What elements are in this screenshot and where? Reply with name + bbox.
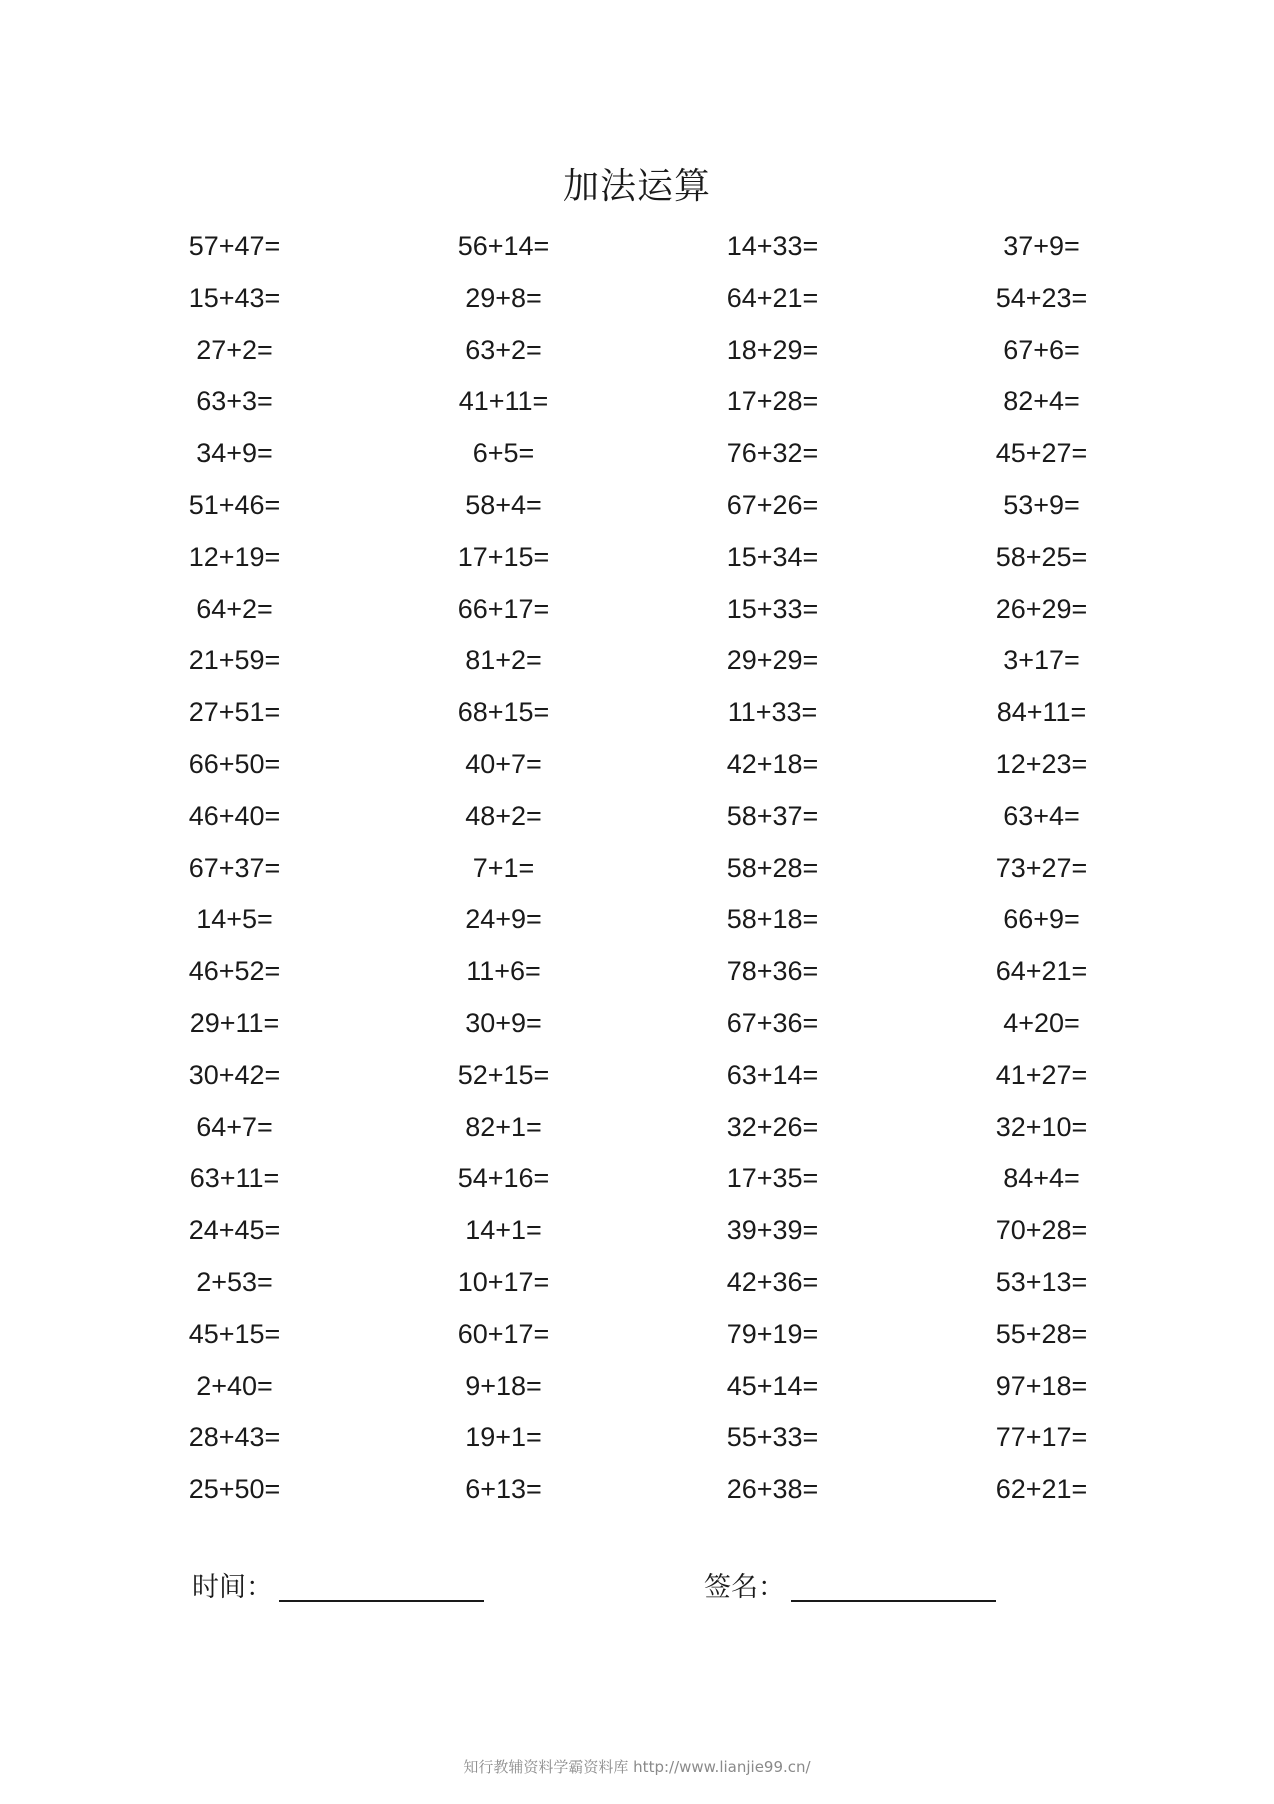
- problem-item: 2+53=: [196, 1266, 273, 1297]
- problem-item: 29+11=: [189, 1007, 280, 1038]
- problem-item: 53+13=: [995, 1266, 1088, 1297]
- problem-item: 12+23=: [995, 748, 1088, 779]
- problem-item: 17+28=: [726, 386, 819, 417]
- problem-item: 55+28=: [995, 1318, 1088, 1349]
- problem-item: 41+27=: [995, 1059, 1088, 1090]
- problem-item: 18+29=: [726, 334, 819, 365]
- problem-item: 10+17=: [457, 1266, 550, 1297]
- problem-item: 30+42=: [188, 1059, 281, 1090]
- problem-item: 24+9=: [465, 904, 542, 935]
- problem-row: [100, 229, 1176, 281]
- problem-item: 32+10=: [995, 1111, 1088, 1142]
- problem-item: 51+46=: [188, 489, 281, 520]
- problem-row: [100, 384, 1176, 436]
- problem-item: 28+43=: [188, 1422, 281, 1453]
- problem-item: 29+8=: [465, 282, 542, 313]
- problem-item: 76+32=: [726, 438, 819, 469]
- problem-item: 62+21=: [995, 1474, 1088, 1505]
- problem-item: 17+35=: [726, 1163, 819, 1194]
- problem-item: 14+5=: [196, 904, 273, 935]
- problem-item: 58+18=: [726, 904, 819, 935]
- problem-item: 2+40=: [196, 1370, 273, 1401]
- watermark: 知行教辅资料学霸资料库 http://www.lianjie99.cn/: [463, 1758, 811, 1776]
- problem-item: 73+27=: [995, 852, 1088, 883]
- problem-item: 46+40=: [188, 800, 281, 831]
- problem-item: 27+51=: [188, 697, 281, 728]
- problem-item: 37+9=: [1003, 231, 1080, 261]
- problem-item: 58+25=: [995, 541, 1088, 572]
- problem-item: 4+20=: [1003, 1007, 1080, 1038]
- problem-item: 15+34=: [726, 541, 819, 572]
- problem-row: [100, 1317, 1176, 1369]
- problem-row: [100, 1420, 1176, 1472]
- problem-item: 45+27=: [995, 438, 1088, 469]
- problem-item: 64+21=: [726, 282, 819, 313]
- problem-item: 68+15=: [457, 697, 550, 728]
- problem-item: 42+18=: [726, 748, 819, 779]
- problem-item: 6+13=: [465, 1474, 542, 1505]
- problem-item: 70+28=: [995, 1215, 1088, 1246]
- problem-item: 66+9=: [1003, 904, 1080, 935]
- problem-item: 66+50=: [188, 748, 281, 779]
- problem-row: [100, 436, 1176, 488]
- problem-item: 78+36=: [726, 956, 819, 987]
- problem-item: 67+26=: [726, 489, 819, 520]
- problem-grid: [100, 229, 1176, 1524]
- problem-row: [100, 799, 1176, 851]
- problem-item: 53+9=: [1003, 489, 1080, 520]
- problem-item: 84+11=: [996, 697, 1087, 728]
- problem-item: 27+2=: [196, 334, 273, 365]
- problem-item: 9+18=: [465, 1370, 542, 1401]
- problem-row: [100, 540, 1176, 592]
- problem-item: 63+14=: [726, 1059, 819, 1090]
- problem-row: [100, 333, 1176, 385]
- problem-item: 66+17=: [457, 593, 550, 624]
- problem-item: 34+9=: [196, 438, 273, 469]
- problem-item: 46+52=: [188, 956, 281, 987]
- problem-item: 63+4=: [1003, 800, 1080, 831]
- problem-item: 58+28=: [726, 852, 819, 883]
- problem-item: 67+6=: [1003, 334, 1080, 365]
- problem-item: 19+1=: [465, 1422, 542, 1453]
- problem-item: 64+2=: [196, 593, 273, 624]
- problem-item: 48+2=: [465, 800, 542, 831]
- problem-item: 45+14=: [726, 1370, 819, 1401]
- problem-row: [100, 954, 1176, 1006]
- problem-item: 54+16=: [457, 1163, 550, 1194]
- problem-item: 58+37=: [726, 800, 819, 831]
- problem-item: 84+4=: [1003, 1163, 1080, 1194]
- problem-item: 57+47=: [188, 231, 281, 261]
- problem-row: [100, 643, 1176, 695]
- problem-item: 60+17=: [457, 1318, 550, 1349]
- problem-item: 26+38=: [726, 1474, 819, 1505]
- problem-item: 15+33=: [726, 593, 819, 624]
- problem-item: 97+18=: [995, 1370, 1088, 1401]
- problem-item: 81+2=: [465, 645, 542, 676]
- problem-item: 64+21=: [995, 956, 1088, 987]
- page-title: 加法运算: [562, 166, 711, 207]
- problem-item: 67+37=: [188, 852, 281, 883]
- problem-item: 11+6=: [466, 956, 541, 987]
- problem-item: 14+33=: [726, 231, 819, 261]
- problem-row: [100, 488, 1176, 540]
- problem-item: 42+36=: [726, 1266, 819, 1297]
- problem-item: 25+50=: [188, 1474, 281, 1505]
- problem-row: [100, 1058, 1176, 1110]
- problem-item: 40+7=: [465, 748, 542, 779]
- time-label: 时间：: [192, 1572, 273, 1603]
- problem-row: [100, 747, 1176, 799]
- problem-item: 82+4=: [1003, 386, 1080, 417]
- problem-item: 17+15=: [457, 541, 550, 572]
- problem-item: 54+23=: [995, 282, 1088, 313]
- problem-item: 26+29=: [995, 593, 1088, 624]
- signature-blank-line[interactable]: [791, 1570, 996, 1602]
- problem-item: 30+9=: [465, 1007, 542, 1038]
- problem-item: 63+11=: [189, 1163, 280, 1194]
- problem-row: [100, 1110, 1176, 1162]
- problem-row: [100, 281, 1176, 333]
- problem-row: [100, 1006, 1176, 1058]
- problem-item: 82+1=: [465, 1111, 542, 1142]
- problem-item: 63+3=: [196, 386, 273, 417]
- problem-item: 67+36=: [726, 1007, 819, 1038]
- problem-item: 11+33=: [727, 697, 818, 728]
- problem-row: [100, 851, 1176, 903]
- problem-item: 21+59=: [188, 645, 281, 676]
- problem-row: [100, 1213, 1176, 1265]
- time-field: [192, 1568, 484, 1608]
- problem-item: 77+17=: [995, 1422, 1088, 1453]
- problem-item: 7+1=: [472, 852, 535, 883]
- signature-field: [704, 1568, 996, 1608]
- signature-label: 签名：: [704, 1572, 785, 1603]
- problem-item: 63+2=: [465, 334, 542, 365]
- problem-item: 39+39=: [726, 1215, 819, 1246]
- problem-item: 64+7=: [196, 1111, 273, 1142]
- problem-item: 41+11=: [458, 386, 549, 417]
- problem-row: [100, 1472, 1176, 1524]
- problem-item: 3+17=: [1003, 645, 1080, 676]
- problem-item: 24+45=: [188, 1215, 281, 1246]
- problem-item: 45+15=: [188, 1318, 281, 1349]
- problem-row: [100, 1265, 1176, 1317]
- problem-item: 12+19=: [188, 541, 281, 572]
- problem-row: [100, 695, 1176, 747]
- problem-item: 29+29=: [726, 645, 819, 676]
- problem-item: 55+33=: [726, 1422, 819, 1453]
- problem-item: 58+4=: [465, 489, 542, 520]
- problem-row: [100, 1161, 1176, 1213]
- time-blank-line[interactable]: [279, 1570, 484, 1602]
- problem-item: 79+19=: [726, 1318, 819, 1349]
- problem-item: 52+15=: [457, 1059, 550, 1090]
- problem-item: 6+5=: [472, 438, 535, 469]
- footer: [0, 1568, 1274, 1608]
- problem-item: 56+14=: [457, 231, 550, 261]
- problem-item: 32+26=: [726, 1111, 819, 1142]
- problem-row: [100, 1369, 1176, 1421]
- problem-item: 14+1=: [465, 1215, 542, 1246]
- problem-row: [100, 592, 1176, 644]
- problem-item: 15+43=: [188, 282, 281, 313]
- problem-row: [100, 902, 1176, 954]
